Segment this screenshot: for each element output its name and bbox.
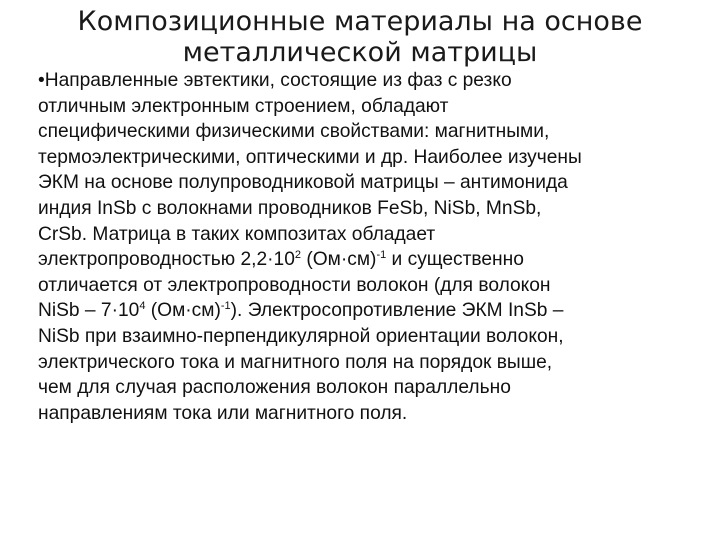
line-8-part-a: электропроводностью 2,2·10 <box>38 249 295 271</box>
title-line-1: Композиционные материалы на основе <box>77 6 643 37</box>
bullet-paragraph <box>38 68 708 426</box>
body-line-8 <box>38 247 708 273</box>
body-line-6: индия InSb с волокнами проводников FeSb, NiSb, MnSb, <box>38 197 542 219</box>
body-line-2: отличным электронным строением, обладают <box>38 95 449 117</box>
line-10-part-a: NiSb – 7·10 <box>38 300 140 322</box>
body-line-4: термоэлектрическими, оптическими и др. Наиболее изучены <box>38 146 582 168</box>
body-line-10 <box>38 298 708 324</box>
body-line-7: CrSb. Матрица в таких композитах обладает <box>38 223 436 245</box>
line-10-part-c: ). Электросопротивление ЭКМ InSb – <box>230 300 564 322</box>
slide-title <box>20 6 700 68</box>
line-8-superscript-1: 2 <box>294 249 302 262</box>
bullet-marker: • <box>38 70 45 91</box>
body-line-11: NiSb при взаимно-перпендикулярной ориентации волокон, <box>38 325 564 347</box>
line-10-superscript-1: 4 <box>139 300 146 313</box>
body-line-9: отличается от электропроводности волокон (для волокон <box>38 274 551 296</box>
body-line-14: направлениям тока или магнитного поля. <box>38 402 408 424</box>
body-line-5: ЭКМ на основе полупроводниковой матрицы – антимонида <box>38 172 568 194</box>
body-line-13: чем для случая расположения волокон параллельно <box>38 377 511 399</box>
line-8-superscript-2: -1 <box>376 249 387 262</box>
line-10-part-b: (Ом·см) <box>145 300 221 322</box>
body-line-3: специфическими физическими свойствами: магнитными, <box>38 121 550 143</box>
title-line-2: металлической матрицы <box>182 37 538 68</box>
line-8-part-b: (Ом·см) <box>301 249 377 271</box>
body-line-1-text: Направленные эвтектики, состоящие из фаз с резко <box>44 70 512 91</box>
line-10-superscript-2: -1 <box>220 300 231 313</box>
body-line-1 <box>38 68 708 94</box>
line-8-part-c: и существенно <box>386 249 524 271</box>
body-line-12: электрического тока и магнитного поля на порядок выше, <box>38 351 553 373</box>
